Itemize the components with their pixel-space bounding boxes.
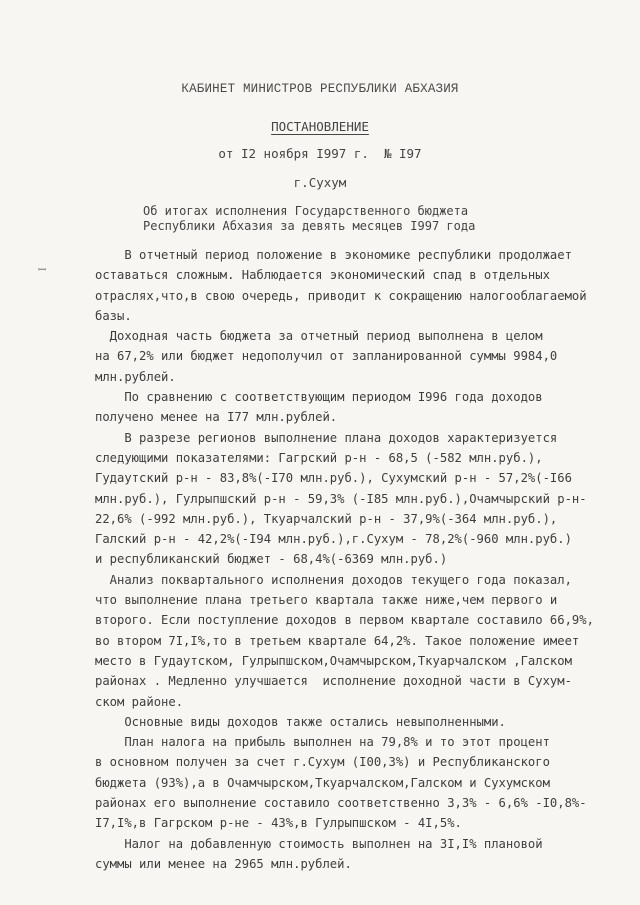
body-line: отраслях,что,в свою очередь, приводит к сокращению налогооблагаемой <box>95 288 587 303</box>
subject-line-2: Республики Абхазия за девять месяцев I997 года <box>143 219 476 233</box>
body-line: базы. <box>95 308 132 323</box>
body-line: Доходная часть бюджета за отчетный период выполнена в целом <box>95 329 543 344</box>
margin-mark: ꟷ <box>38 265 47 276</box>
document-type-title: ПОСТАНОВЛЕНИЕ <box>271 119 369 134</box>
body-line: План налога на прибыль выполнен на 79,8% и то этот процент <box>95 735 550 750</box>
body-line: Анализ поквартального исполнения доходов текущего года показал, <box>95 572 572 587</box>
body-line: В отчетный период положение в экономике республики продолжает <box>95 248 572 262</box>
body-line: По сравнению с соответствующим периодом I996 года доходов <box>95 390 543 405</box>
body-line: В разрезе регионов выполнение плана доходов характеризуется <box>95 430 558 445</box>
body-line: на 67,2% или бюджет недополучил от запланированной суммы 9984,0 <box>95 349 558 364</box>
body-line: бюджета (93%),а в Очамчырском,Ткуарчалском,Галском и Сухумском <box>95 775 550 790</box>
body-line: Налог на добавленную стоимость выполнен на 3I,I% плановой <box>95 836 543 851</box>
subject-line-1: Об итогах исполнения Государственного бюджета <box>143 204 469 218</box>
title-wrap <box>0 116 640 135</box>
body-line: ском районе. <box>95 694 184 709</box>
body-line: и республиканский бюджет - 68,4%(-6369 млн.руб.) <box>95 552 448 567</box>
body-line: следующими показателями: Гагрский р-н - 68,5 (-582 млн.руб.), <box>95 450 543 465</box>
body-line: во втором 7I,I%,то в третьем квартале 64,2%. Такое положение имеет <box>95 633 580 648</box>
body-line: второго. Если поступление доходов в первом квартале составило 66,9%, <box>95 613 594 628</box>
date-number-line: от I2 ноября I997 г. № I97 <box>218 146 422 161</box>
body-line: млн.руб.), Гулрыпшский р-н - 59,3% (-I85 млн.руб.),Очамчырский р-н- <box>95 491 587 506</box>
body-line: Гудаутский р-н - 83,8%(-I70 млн.руб.), Сухумский р-н - 57,2%(-I66 <box>95 471 572 486</box>
body-line: получено менее на I77 млн.рублей. <box>95 410 338 425</box>
body-line: в основном получен за счет г.Сухум (I00,3%) и Республиканского <box>95 755 550 770</box>
body-line: районах его выполнение составило соответственно 3,3% - 6,6% -I0,8%- <box>95 796 587 811</box>
body-line: оставаться сложным. Наблюдается экономический спад в отдельных <box>95 268 550 283</box>
body-line: районах . Медленно улучшается исполнение доходной части в Сухум- <box>95 674 572 689</box>
body-line: млн.рублей. <box>95 369 176 384</box>
body-line: Галский р-н - 42,2%(-I94 млн.руб.),г.Сухум - 78,2%(-960 млн.руб.) <box>95 532 572 547</box>
body-text <box>95 245 615 874</box>
cabinet-heading: КАБИНЕТ МИНИСТРОВ РЕСПУБЛИКИ АБХАЗИЯ <box>181 82 459 96</box>
body-line: I7,I%,в Гагрском р-не - 43%,в Гулрыпшском - 4I,5%. <box>95 816 462 831</box>
body-line: место в Гудаутском, Гулрыпшском,Очамчырском,Ткуарчалском ,Галском <box>95 653 572 668</box>
body-line: Основные виды доходов также остались невыполненными. <box>95 714 506 729</box>
body-line: что выполнение плана третьего квартала также ниже,чем первого и <box>95 593 558 608</box>
body-line: суммы или менее на 2965 млн.рублей. <box>95 856 352 871</box>
body-line: 22,6% (-992 млн.руб.), Ткуарчалский р-н - 37,9%(-364 млн.руб.), <box>95 511 558 526</box>
city-line: г.Сухум <box>293 175 347 190</box>
